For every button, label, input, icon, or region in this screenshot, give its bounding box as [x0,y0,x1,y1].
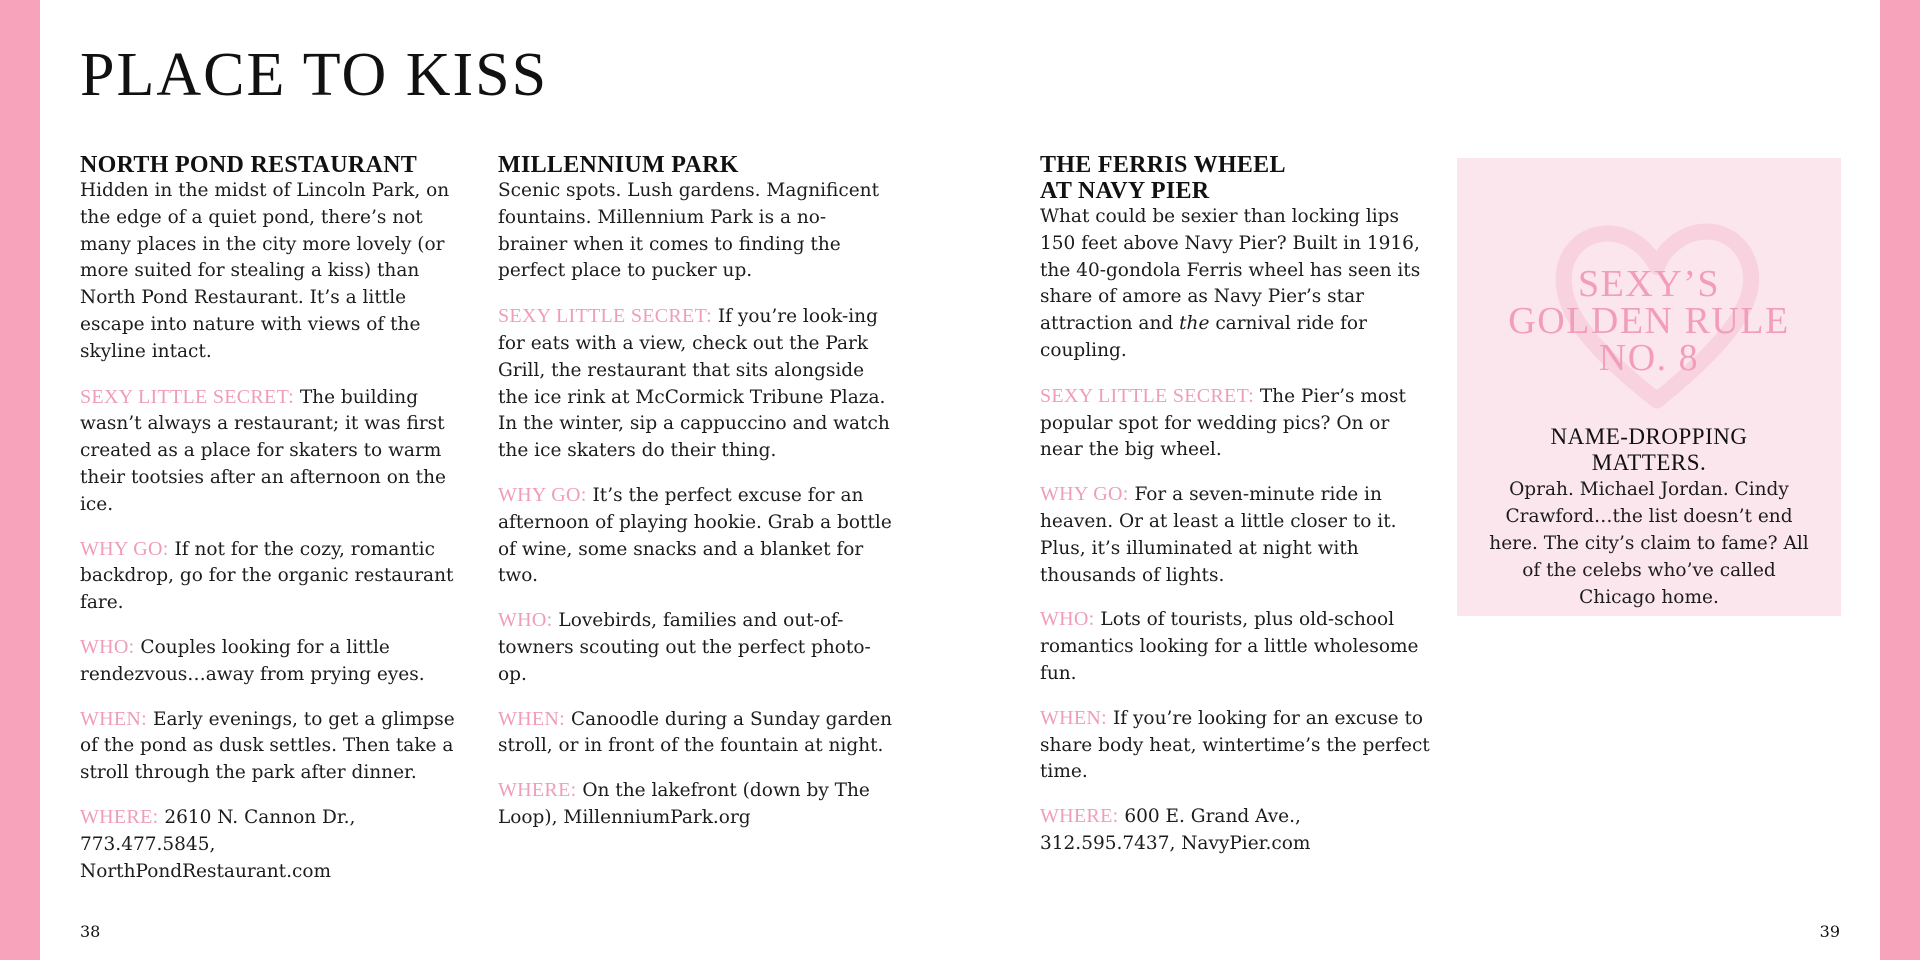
venue-intro-text: What could be sexier than locking lips 150 feet above Navy Pier? Built in 1916, the 40-gondola Ferris wheel has seen its share of amore as Navy Pier’s star attraction and [1040,206,1421,335]
sidebar-heading-line: NAME-DROPPING [1550,424,1748,449]
why-label: WHY GO: [498,483,587,506]
page-title: PLACE TO KISS [80,41,549,109]
why-label: WHY GO: [80,537,169,560]
when-text: Early evenings, to get a glimpse of the pond as dusk settles. Then take a stroll through the park after dinner. [80,708,455,784]
when-text: Canoodle during a Sunday garden stroll, or in front of the fountain at night. [498,708,893,757]
where-paragraph [80,804,470,885]
venue-heading [498,152,893,178]
venue-heading-line: MILLENNIUM PARK [498,152,739,178]
where-paragraph [1040,803,1430,858]
where-text: 600 E. Grand Ave., 312.595.7437, NavyPier.com [1040,806,1311,854]
sidebar-heading-line: MATTERS. [1591,450,1707,475]
page-number-left: 38 [80,922,101,941]
golden-rule-sidebar [1457,158,1841,616]
secret-text: The building wasn’t always a restaurant; it was first created as a place for skaters to warm their tootsies after an afternoon on the ice. [80,386,446,515]
secret-label: SEXY LITTLE SECRET: [498,305,712,328]
who-text: Couples looking for a little rendezvous…away from prying eyes. [80,636,425,685]
when-paragraph [498,706,893,761]
venue-heading [1040,152,1430,204]
left-page-edge [0,0,40,960]
when-paragraph [80,706,470,787]
right-page-edge [1880,0,1920,960]
where-text: 2610 N. Cannon Dr., 773.477.5845, NorthPondRestaurant.com [80,806,356,882]
secret-paragraph [498,303,893,465]
golden-rule-line: NO. 8 [1598,337,1700,379]
golden-rule-title [1457,263,1841,379]
where-label: WHERE: [80,805,159,828]
why-paragraph [1040,481,1430,589]
who-paragraph [80,634,470,689]
when-text: If you’re looking for an excuse to share body heat, wintertime’s the perfect time. [1040,707,1430,783]
why-text: For a seven-minute ride in heaven. Or at least a little closer to it. Plus, it’s illuminated at night with thousands of lights. [1040,484,1397,586]
why-text: If not for the cozy, romantic backdrop, go for the organic restaurant fare. [80,538,454,614]
secret-paragraph [80,384,470,519]
golden-rule-line: GOLDEN RULE [1508,300,1790,342]
where-label: WHERE: [498,779,577,802]
why-paragraph [80,536,470,617]
venue-heading-line: AT NAVY PIER [1040,178,1210,204]
venue-intro: Hidden in the midst of Lincoln Park, on the edge of a quiet pond, there’s not many places in the city more lovely (or more suited for stealing a kiss) than North Pond Restaurant. It’s a little escape into nature with views of the skyline intact. [80,180,450,362]
secret-text: If you’re look-ing for eats with a view, check out the Park Grill, the restaurant that sits alongside the ice rink at McCormick Tribune Plaza. In the winter, sip a cappuccino and watch the ice skaters do their thing. [498,306,890,462]
venue-heading-line: NORTH POND RESTAURANT [80,152,418,178]
secret-paragraph [1040,383,1430,464]
golden-rule-line: SEXY’S [1577,263,1721,305]
sidebar-body: Oprah. Michael Jordan. Cindy Crawford…the list doesn’t end here. The city’s claim to fame? All of the celebs who’ve called Chicago home. [1489,479,1809,608]
who-label: WHO: [1040,608,1095,631]
who-label: WHO: [498,609,553,632]
who-label: WHO: [80,635,135,658]
when-label: WHEN: [1040,706,1108,729]
who-text: Lots of tourists, plus old-school romantics looking for a little wholesome fun. [1040,609,1419,684]
secret-text: The Pier’s most popular spot for wedding pics? On or near the big wheel. [1040,385,1406,461]
who-paragraph [498,607,893,688]
venue-ferris-wheel [1040,152,1430,875]
why-paragraph [498,482,893,590]
venue-intro-emphasis: the [1179,313,1210,335]
venue-intro: Scenic spots. Lush gardens. Magnificent fountains. Millennium Park is a no-brainer when it comes to finding the perfect place to pucker up. [498,180,880,282]
sidebar-heading [1457,424,1841,476]
secret-label: SEXY LITTLE SECRET: [80,385,294,408]
venue-heading [80,152,470,178]
where-label: WHERE: [1040,805,1119,828]
venue-intro [1040,204,1430,365]
why-label: WHY GO: [1040,483,1129,506]
where-paragraph [498,777,893,832]
when-label: WHEN: [80,707,148,730]
when-label: WHEN: [498,707,566,730]
when-paragraph [1040,705,1430,786]
who-paragraph [1040,606,1430,687]
venue-intro-end: carnival ride for coupling. [1040,313,1367,361]
venue-heading-line: THE FERRIS WHEEL [1040,152,1286,178]
venue-north-pond [80,152,470,902]
where-text: On the lakefront (down by The Loop), MillenniumPark.org [498,780,870,828]
venue-millennium-park [498,152,893,849]
why-text: It’s the perfect excuse for an afternoon of playing hookie. Grab a bottle of wine, some snacks and a blanket for two. [498,484,892,587]
page-number-right: 39 [1819,922,1840,941]
secret-label: SEXY LITTLE SECRET: [1040,384,1254,407]
who-text: Lovebirds, families and out-of-towners scouting out the perfect photo-op. [498,610,871,685]
